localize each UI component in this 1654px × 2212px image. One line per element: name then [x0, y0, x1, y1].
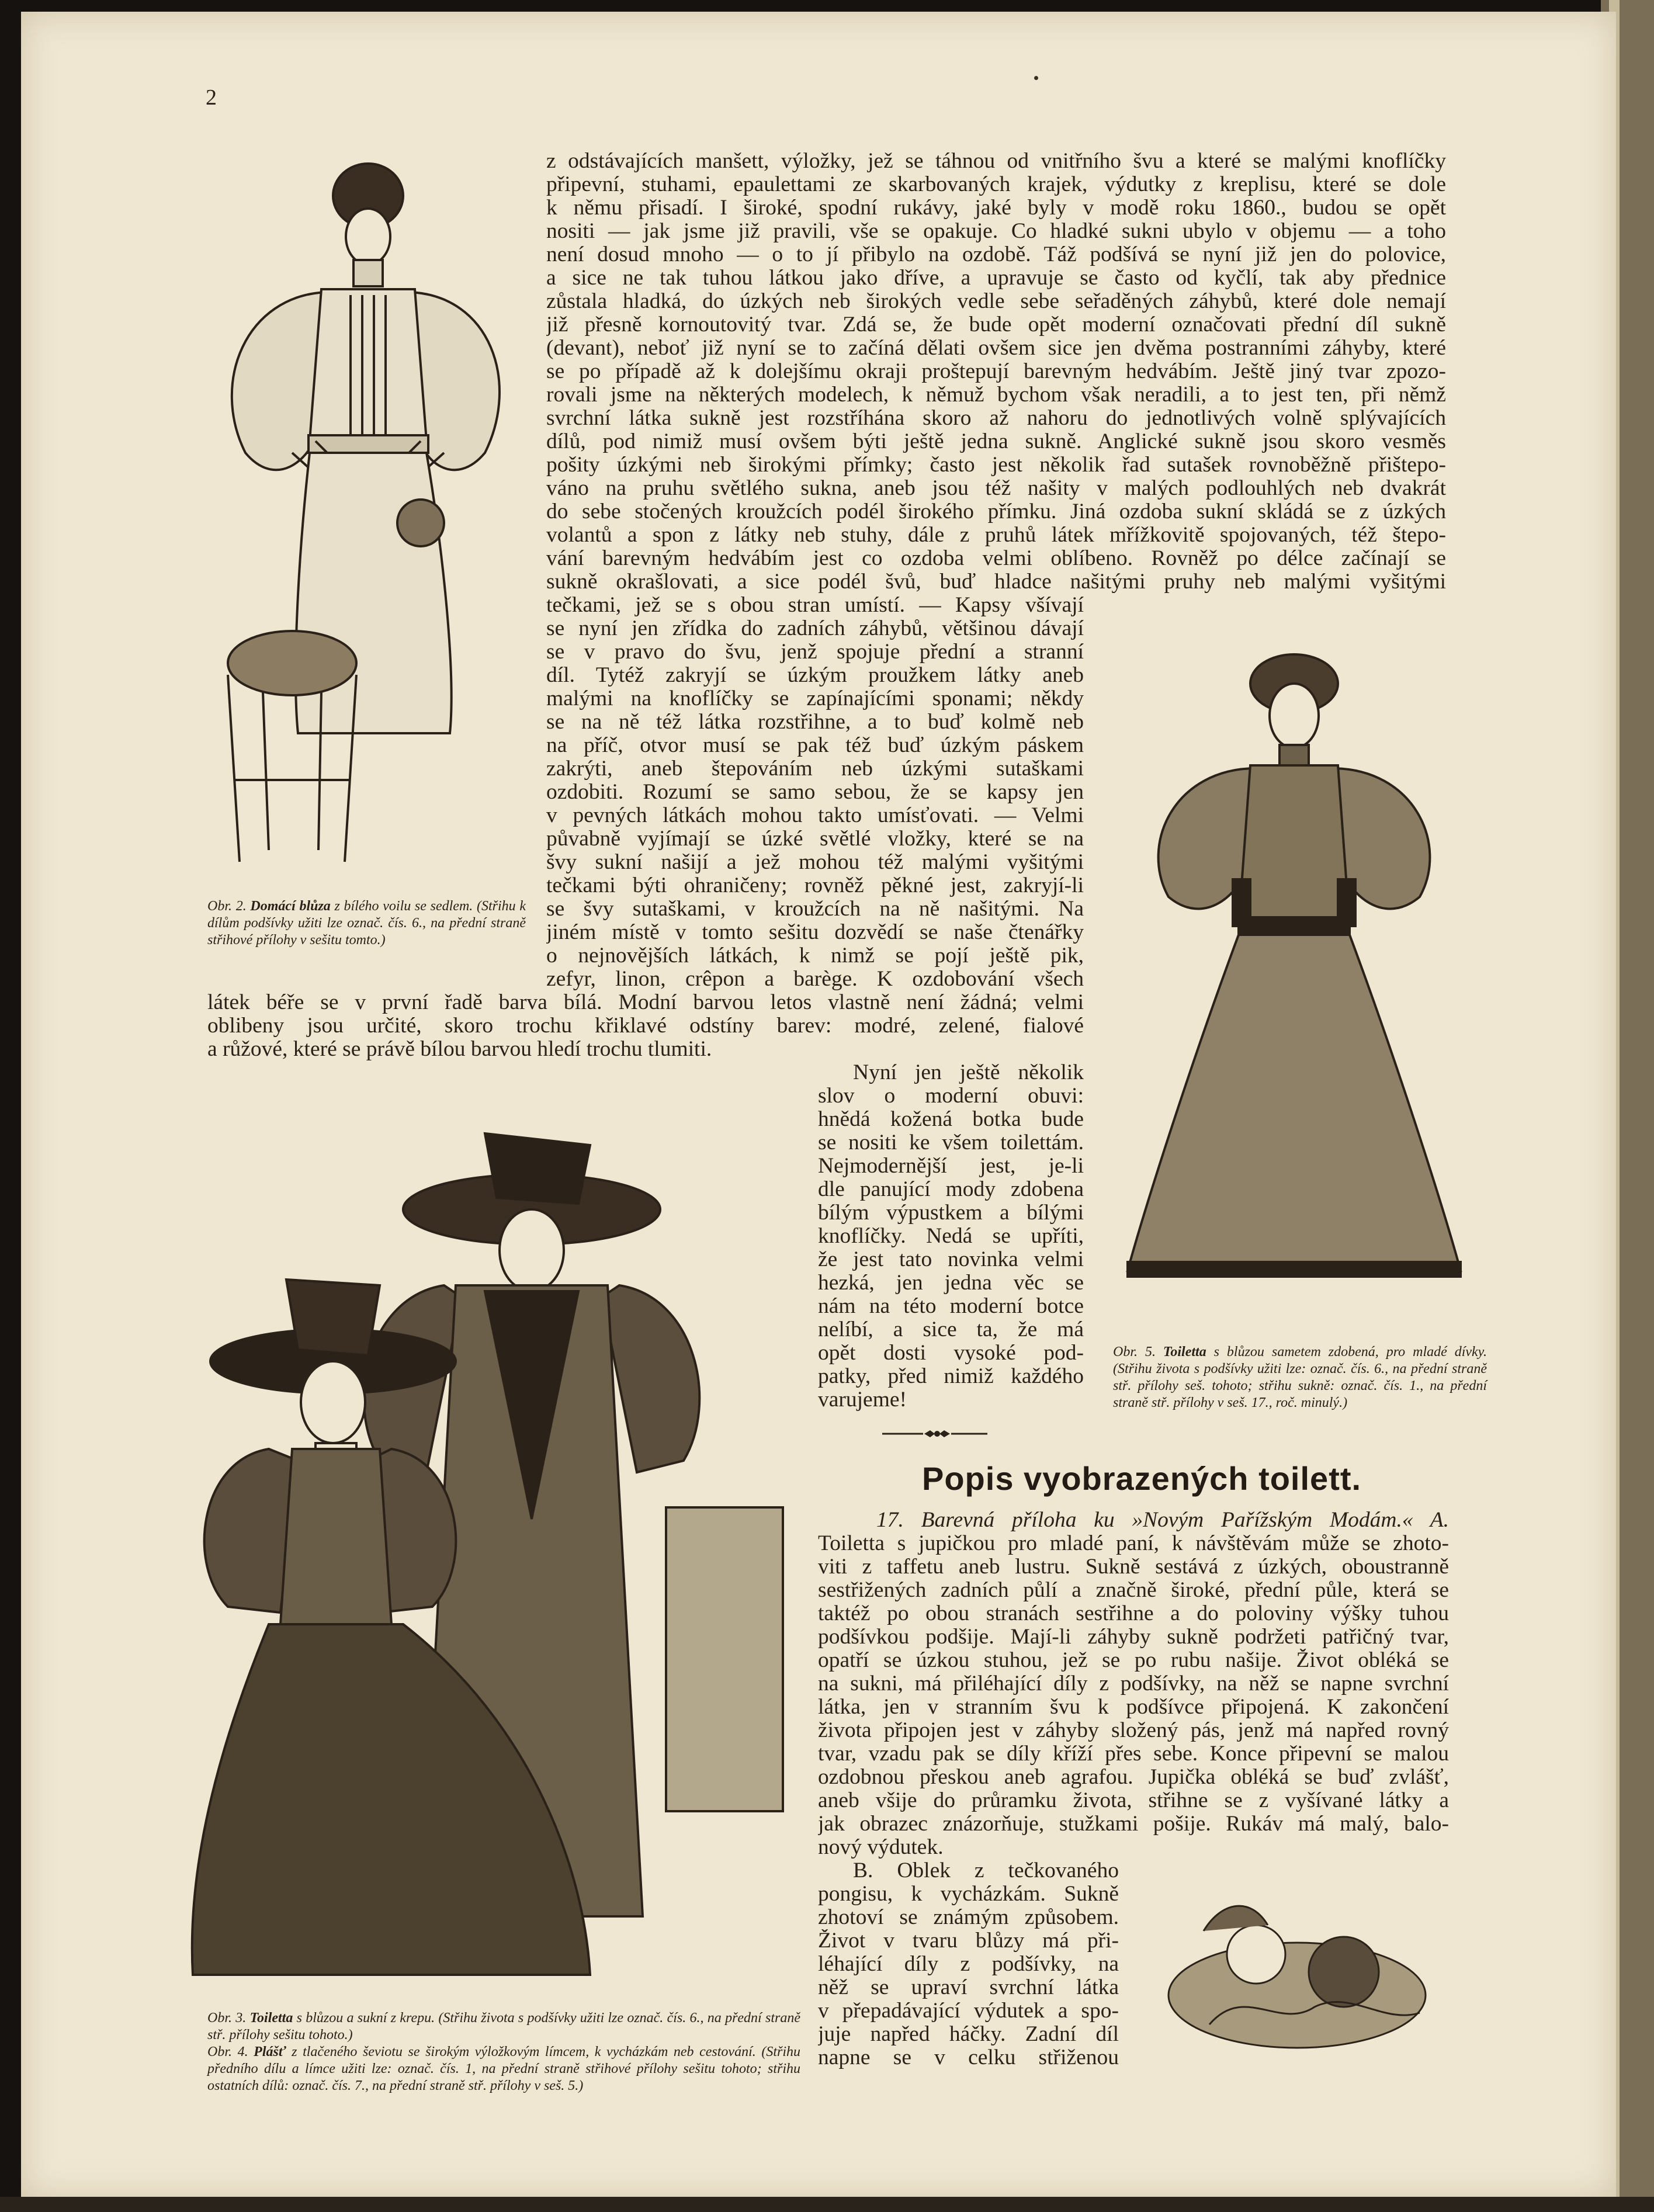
text-line: se na ně též látka rozstřihne, a to buď kolmě neb	[546, 710, 1084, 734]
figure-4-caption-text: Obr. 4. Plášť z tlačeného ševiotu se širokým výložkovým límcem, k vycházkám neb cestování. (Střihu předního dílu a límce užiti lze: označ. čís. 1, na přední straně střihové přílohy sešitu tohoto; střihu ostatních dílů: označ. čís. 7., na přední straně stř. přílohy v seš. 5.)	[207, 2044, 800, 2093]
text-line: malými na knoflíčky se zapínajícími sponami; někdy	[546, 687, 1084, 710]
text-line: hezká, jen jedna věc se	[818, 1271, 1084, 1295]
text-line: podšívkou podšije. Mají-li záhyby sukně podržeti patřičný tvar,	[818, 1625, 1449, 1649]
text-line: volantů a spon z látky neb stuhy, dále z pruhů látek mřížkovitě spojovaných, též štepo-	[546, 523, 1446, 547]
woman-in-blouse-illustration	[175, 149, 526, 873]
text-line: v pevných látkách mohou takto umísťovati. — Velmi	[546, 804, 1084, 827]
article-body-middle	[546, 594, 1084, 991]
text-line: zhotoví se známým způsobem.	[818, 1906, 1119, 1929]
text-line: juje napřed háčky. Zadní díl	[818, 2023, 1119, 2046]
text-line: nositi — jak jsme již pravili, vše se opakuje. Co hladké sukni ubylo v objemu — a toho	[546, 220, 1446, 243]
text-line: slov o moderní obuvi:	[818, 1084, 1084, 1108]
text-line: dílů, pod nimiž musí ovšem býti ještě jedna sukně. Anglické sukně jsou skoro vesměs	[546, 430, 1446, 453]
text-line: se po případě až k dolejšímu okraji proštepují barevným hedvábím. Ještě jiný tvar zpozo-	[546, 360, 1446, 383]
text-line: taktéž po obou stranách sestřihne a do poloviny výšky tuhou	[818, 1602, 1449, 1625]
oblek-paragraph	[818, 1859, 1119, 2069]
text-line: ozdobiti. Rozumí se samo sebou, že se kapsy jen	[546, 781, 1084, 804]
figure-5-caption-text: Obr. 5. Toiletta s blůzou sametem zdobená, pro mladé dívky. (Střihu života s podšívky užiti lze: označ. čís. 6., na přední straně stř. přílohy seš. tohoto; střihu sukně: označ. čís. 1., na přední straně stř. přílohy v seš. 17., roč. minulý.)	[1113, 1344, 1487, 1410]
text-line: jiném místě v tomto sešitu dozvědí se naše čtenářky	[546, 921, 1084, 944]
text-line: hnědá kožená botka bude	[818, 1108, 1084, 1131]
text-line: se nositi ke všem toilettám.	[818, 1131, 1084, 1154]
woman-in-gown-illustration	[1104, 651, 1484, 1300]
text-line: Život v tvaru blůzy má při-	[818, 1929, 1119, 1953]
text-line: svrchní látka sukně jest rozstříhána skoro až nahoru do jednotlivých volně splývajících	[546, 407, 1446, 430]
text-line: zefyr, linon, crêpon a barège. K ozdobování všech	[546, 968, 1084, 991]
text-line: aneb všije do průramku života, střihne se z vyšívané látky a	[818, 1789, 1449, 1812]
shoes-paragraph	[818, 1061, 1084, 1412]
floral-vignette-illustration	[1151, 1878, 1449, 2060]
text-line: látek béře se v první řadě barva bílá. Modní barvou letos vlastně není žádná; velmi	[207, 991, 1084, 1014]
text-line: Nejmodernější jest, je-li	[818, 1154, 1084, 1178]
figure-3-caption-text: Obr. 3. Toiletta s blůzou a sukní z krepu. (Střihu života s podšívky užiti lze označ. čís. 6., na přední straně stř. přílohy sešitu tohoto.)	[207, 2010, 800, 2043]
text-line: není dosud mnoho — o to jí přibylo na ozdobě. Táž podšívá se nyní již jen do polovice,	[546, 243, 1446, 266]
ornament-divider	[876, 1426, 993, 1442]
figure-2-caption	[207, 898, 526, 949]
text-line: napne se v celku střiženou	[818, 2046, 1119, 2069]
text-line: Toiletta s jupičkou pro mladé paní, k návštěvám může se zhoto-	[818, 1532, 1449, 1555]
text-line: Nyní jen ještě několik	[853, 1061, 1084, 1084]
text-line: švy sukní našijí a jež mohou též malými vyšitými	[546, 851, 1084, 874]
description-section	[818, 1509, 1449, 1859]
text-line: bílým výpustkem a bílými	[818, 1201, 1084, 1225]
figure-5-caption	[1113, 1344, 1487, 1412]
text-line: sukně okrašlovati, a sice podél švů, buď hladce našitými pruhy neb malými vyšitými	[546, 570, 1446, 594]
text-line: zůstala hladká, do úzkých neb širokých vedle sebe seřaděných záhybů, které dole nemají	[546, 290, 1446, 313]
text-line: knoflíčky. Nedá se upříti,	[818, 1225, 1084, 1248]
page-number: 2	[206, 85, 217, 110]
text-line: B. Oblek z tečkovaného	[853, 1859, 1119, 1882]
text-line: (devant), neboť již nyní se to začíná dělati ovšem sice jen dvěma postranními záhyby, které	[546, 337, 1446, 360]
text-line: se švy sutaškami, v kroužcích na ně našitými. Na	[546, 897, 1084, 921]
figure-3-4-caption	[207, 2010, 800, 2095]
text-line: něž se upraví svrchní látka	[818, 1976, 1119, 1999]
section-heading: Popis vyobrazených toilett.	[922, 1460, 1362, 1497]
text-line: látka, jen v stranním švu k podšívce připojená. K zakončení	[818, 1696, 1449, 1719]
text-line: v přepadávající výdutek a spo-	[818, 1999, 1119, 2023]
text-line: a růžové, které se právě bílou barvou hledí trochu tlumiti.	[207, 1038, 712, 1061]
text-line: již přesně kornoutovitý tvar. Zdá se, že bude opět moderní označovati přední díl sukně	[546, 313, 1446, 337]
text-line: na příč, otvor musí se pak též buď úzkým páskem	[546, 734, 1084, 757]
text-line: opět dosti vysoké pod-	[818, 1341, 1084, 1365]
text-line: léhající díly z podšívky, na	[818, 1953, 1119, 1976]
text-line: že jest tato novinka velmi	[818, 1248, 1084, 1271]
text-line: pošity úzkými neb širokými přímky; často jest několik řad sutašek rovnoběžně přištepo-	[546, 453, 1446, 477]
text-line: z odstávajících manšett, výložky, jež se táhnou od vnitřního švu a které se malými knoflíčky	[546, 150, 1446, 173]
text-line: půvabně vyjímají se úzké světlé vložky, které se na	[546, 827, 1084, 851]
text-line: nový výdutek.	[818, 1836, 944, 1859]
text-line: viti z taffetu aneb lustru. Sukně sestává z úzkých, oboustranně	[818, 1555, 1449, 1579]
text-line: se v pravo do švu, jenž spojuje přední a stranní	[546, 640, 1084, 664]
text-line: a sice ne tak tuhou látkou jako dříve, a upravuje se často od kyčlí, tak aby přednice	[546, 266, 1446, 290]
text-line: připevní, stuhami, epaulettami ze skarbovaných krajek, výdutky z kreplisu, které se dole	[546, 173, 1446, 196]
text-line: tečkami býti ohraničeny; rovněž pěkné jest, zakryjí-li	[546, 874, 1084, 897]
text-line: ozdobnou přeskou aneb agrafou. Jupička obléká se buď zvlášť,	[818, 1766, 1449, 1789]
text-line: se nyní jen zřídka do zadních záhybů, většinou dávají	[546, 617, 1084, 640]
text-line: 17. Barevná příloha ku »Novým Pařížským Modám.« A.	[876, 1509, 1449, 1532]
text-line: vání barevným hedvábím jest co ozdoba velmi oblíbeno. Rovněž po délce začínají se	[546, 547, 1446, 570]
text-line: patky, před nimiž každého	[818, 1365, 1084, 1388]
article-body-wide	[207, 991, 1084, 1061]
bottom-edge	[0, 2197, 1654, 2212]
text-line: k němu přisadí. I široké, spodní rukávy, jaké byly v modě roku 1860., budou se opět	[546, 196, 1446, 220]
text-line: nelíbí, a sice ta, že má	[818, 1318, 1084, 1341]
text-line: sestřižených zadních půlí a značně široké, přední půle, která se	[818, 1579, 1449, 1602]
text-line: tečkami, jež se s obou stran umístí. — Kapsy všívají	[546, 594, 1084, 617]
text-line: díl. Tytéž zakryjí se úzkým proužkem látky aneb	[546, 664, 1084, 687]
text-line: života připojen jest v záhyby složený pás, jenž má napřed rovný	[818, 1719, 1449, 1742]
text-line: varujeme!	[818, 1388, 907, 1412]
text-line: do sebe stočených kroužcích podél širokého přímku. Jiná ozdoba sukní skládá se z úzkých	[546, 500, 1446, 523]
text-line: oblibeny jsou určité, skoro trochu křiklavé odstíny barev: modré, zelené, fialové	[207, 1014, 1084, 1038]
text-line: dle panující mody zdobena	[818, 1178, 1084, 1201]
text-line: nám na této moderní botce	[818, 1295, 1084, 1318]
text-line: zakrýti, aneb štepováním neb úzkými sutaškami	[546, 757, 1084, 781]
text-line: rovali jsme na některých modelech, k němuž bychom však neradili, a to jest ten, při němž	[546, 383, 1446, 407]
article-body-top	[546, 150, 1446, 594]
text-line: tvar, vzadu pak se díly kříží přes sebe. Konce připevní se malou	[818, 1742, 1449, 1766]
text-line: na sukni, má přiléhající díly z podšívky, na něž se napne svrchní	[818, 1672, 1449, 1696]
text-line: váno na pruhu světlého sukna, aneb jsou též našity v malých podlouhlých neb dvakrát	[546, 477, 1446, 500]
print-dot	[1034, 76, 1038, 80]
text-line: o nejnovějších látkách, k nimž se pojí ještě pik,	[546, 944, 1084, 968]
text-line: opatří se úzkou stuhou, jež se po rubu našije. Život obléká se	[818, 1649, 1449, 1672]
text-line: jak obrazec znázorňuje, stužkami pošije. Rukáv má malý, balo-	[818, 1812, 1449, 1836]
text-line: pongisu, k vycházkám. Sukně	[818, 1882, 1119, 1906]
figure-2-caption-text: Obr. 2. Domácí blůza z bílého voilu se sedlem. (Střihu k dílům podšívky užiti lze označ. čís. 6., na přední straně střihové přílohy v sešitu tomto.)	[207, 899, 526, 948]
two-women-in-hats-illustration	[181, 1110, 800, 2004]
